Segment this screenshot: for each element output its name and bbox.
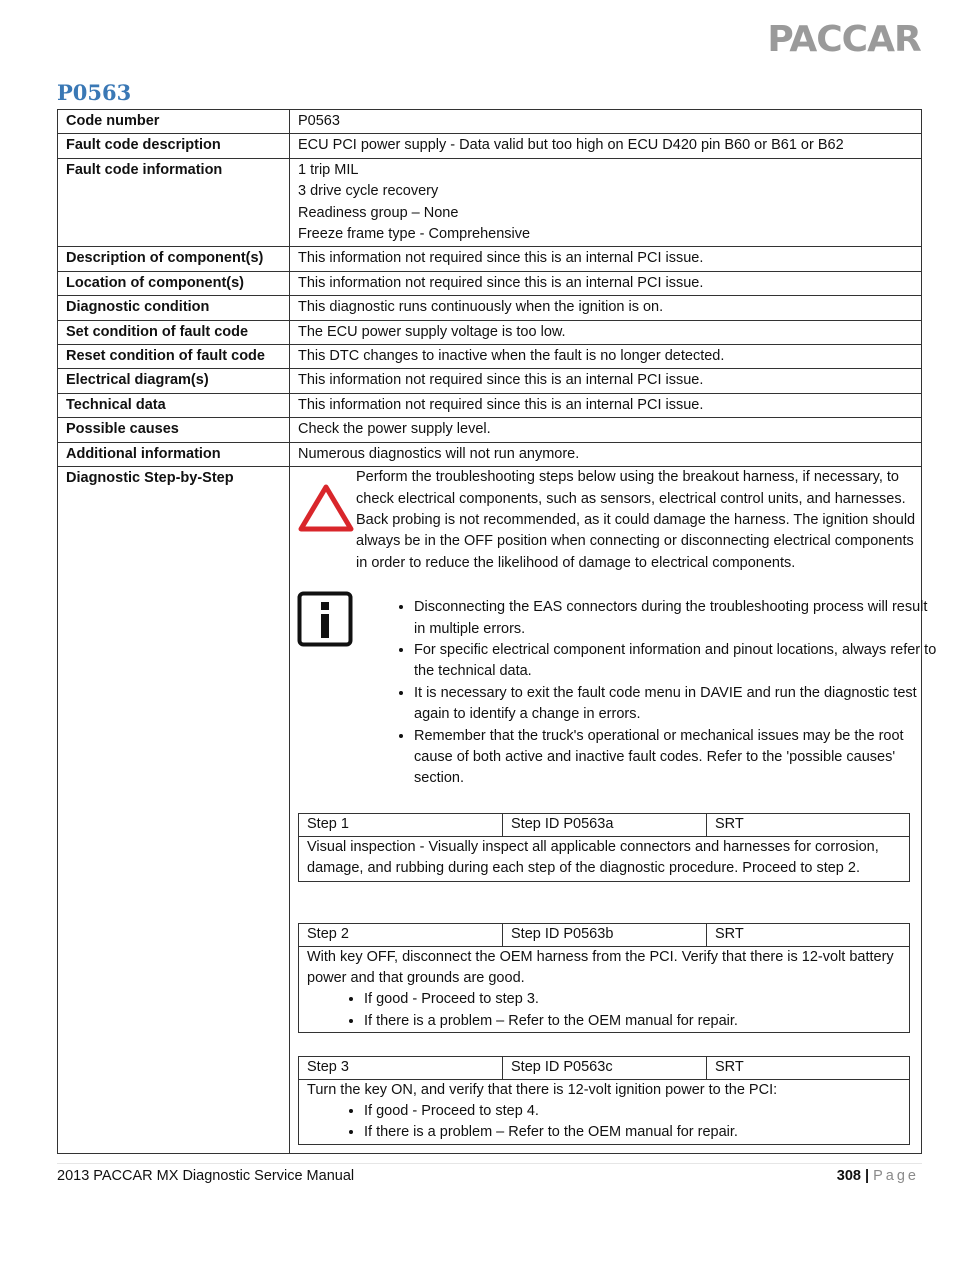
step-id: Step ID P0563b <box>503 924 707 946</box>
warning-text: Perform the troubleshooting steps below using the breakout harness, if necessary, to check electrical components, such as sensors, electrical control units, and harnesses. Back probing is not recommended, as it could damage the harness. The ignition should always be in the OFF position when connecting or disconnecting electrical components in order to reduce the likelihood of damage to electrical components. <box>356 469 916 571</box>
label-component-description: Description of component(s) <box>58 247 290 271</box>
step-by-step-content <box>290 467 937 1154</box>
step-id: Step ID P0563a <box>503 814 707 836</box>
step-description: Visual inspection - Visually inspect all applicable connectors and harnesses for corrosion, damage, and rubbing during each step of the diagnostic procedure. Proceed to step 2. <box>307 838 879 876</box>
label-code-number: Code number <box>58 110 290 134</box>
step-srt: SRT <box>707 924 910 946</box>
list-item: • If there is a problem – Refer to the OEM manual for repair. <box>364 1011 901 1032</box>
table-row <box>58 393 922 417</box>
step-srt: SRT <box>707 814 910 836</box>
value-description: ECU PCI power supply - Data valid but too high on ECU D420 pin B60 or B61 or B62 <box>290 134 922 158</box>
step-text <box>299 1079 910 1144</box>
step-bullets <box>307 1101 901 1144</box>
step-1-table <box>298 813 910 882</box>
label-step-by-step: Diagnostic Step-by-Step <box>58 467 290 1154</box>
table-row <box>58 247 922 271</box>
page-word: Page <box>873 1168 919 1184</box>
table-row <box>58 110 922 134</box>
info-line: Freeze frame type - Comprehensive <box>298 226 531 243</box>
svg-text:PACCAR: PACCAR <box>767 19 921 58</box>
label-description: Fault code description <box>58 134 290 158</box>
label-component-location: Location of component(s) <box>58 271 290 295</box>
list-item: • If good - Proceed to step 4. <box>364 1101 901 1122</box>
value-information <box>290 158 922 247</box>
step-text <box>299 836 910 882</box>
step-number: Step 1 <box>299 814 503 836</box>
info-line: 1 trip MIL <box>298 161 359 178</box>
table-row <box>299 814 910 836</box>
paccar-logo <box>764 18 924 58</box>
step-2-table <box>298 923 910 1033</box>
info-line: Readiness group – None <box>298 204 459 221</box>
step-3-table <box>298 1056 910 1145</box>
table-row <box>58 296 922 320</box>
table-row <box>58 369 922 393</box>
label-diagnostic-condition: Diagnostic condition <box>58 296 290 320</box>
value-possible-causes: Check the power supply level. <box>290 418 922 442</box>
table-row <box>299 836 910 882</box>
page-number: 308 <box>836 1168 861 1184</box>
footer-manual-title: 2013 PACCAR MX Diagnostic Service Manual <box>57 1168 355 1184</box>
step-number: Step 3 <box>299 1057 503 1079</box>
table-row <box>58 271 922 295</box>
table-row <box>58 345 922 369</box>
notes-list <box>390 597 939 790</box>
step-srt: SRT <box>707 1057 910 1079</box>
value-set-condition: The ECU power supply voltage is too low. <box>290 320 922 344</box>
table-row <box>299 924 910 946</box>
table-row <box>58 320 922 344</box>
table-row <box>299 946 910 1033</box>
table-row <box>58 467 922 1154</box>
list-item: • It is necessary to exit the fault code menu in DAVIE and run the diagnostic test again to identify a change in errors. <box>414 683 939 726</box>
footer-page <box>837 1168 919 1184</box>
warning-triangle-icon <box>297 483 355 533</box>
list-item: • Remember that the truck's operational or mechanical issues may be the root cause of both active and inactive fault codes. Refer to the 'possible causes' section. <box>414 726 939 790</box>
label-information: Fault code information <box>58 158 290 247</box>
step-text <box>299 946 910 1033</box>
footer-divider <box>57 1163 922 1164</box>
value-reset-condition: This DTC changes to inactive when the fault is no longer detected. <box>290 345 922 369</box>
table-row <box>58 158 922 247</box>
list-item: • If good - Proceed to step 3. <box>364 989 901 1010</box>
step-description: With key OFF, disconnect the OEM harness from the PCI. Verify that there is 12-volt battery power and that grounds are good. <box>307 948 894 986</box>
label-additional-information: Additional information <box>58 442 290 466</box>
value-code-number: P0563 <box>290 110 922 134</box>
table-row <box>299 1079 910 1144</box>
table-row <box>299 1057 910 1079</box>
list-item: • If there is a problem – Refer to the OEM manual for repair. <box>364 1122 901 1143</box>
label-reset-condition: Reset condition of fault code <box>58 345 290 369</box>
value-component-description: This information not required since this is an internal PCI issue. <box>290 247 922 271</box>
step-id: Step ID P0563c <box>503 1057 707 1079</box>
label-possible-causes: Possible causes <box>58 418 290 442</box>
step-description: Turn the key ON, and verify that there is 12-volt ignition power to the PCI: <box>307 1081 778 1098</box>
value-additional-information: Numerous diagnostics will not run anymore. <box>290 442 922 466</box>
value-diagnostic-condition: This diagnostic runs continuously when the ignition is on. <box>290 296 922 320</box>
page-separator: | <box>865 1168 870 1184</box>
label-technical-data: Technical data <box>58 393 290 417</box>
step-bullets <box>307 989 901 1032</box>
table-row <box>58 418 922 442</box>
label-set-condition: Set condition of fault code <box>58 320 290 344</box>
info-icon <box>297 591 353 647</box>
list-item: • Disconnecting the EAS connectors during the troubleshooting process will result in multiple errors. <box>414 597 939 640</box>
fault-code-table <box>57 109 937 1154</box>
info-line: 3 drive cycle recovery <box>298 183 439 200</box>
value-electrical-diagram: This information not required since this is an internal PCI issue. <box>290 369 922 393</box>
table-row <box>58 134 922 158</box>
value-component-location: This information not required since this is an internal PCI issue. <box>290 271 922 295</box>
label-electrical-diagram: Electrical diagram(s) <box>58 369 290 393</box>
list-item: • For specific electrical component information and pinout locations, always refer to the technical data. <box>414 640 939 683</box>
step-number: Step 2 <box>299 924 503 946</box>
table-row <box>58 442 922 466</box>
page-title: P0563 <box>57 80 132 105</box>
value-technical-data: This information not required since this is an internal PCI issue. <box>290 393 922 417</box>
